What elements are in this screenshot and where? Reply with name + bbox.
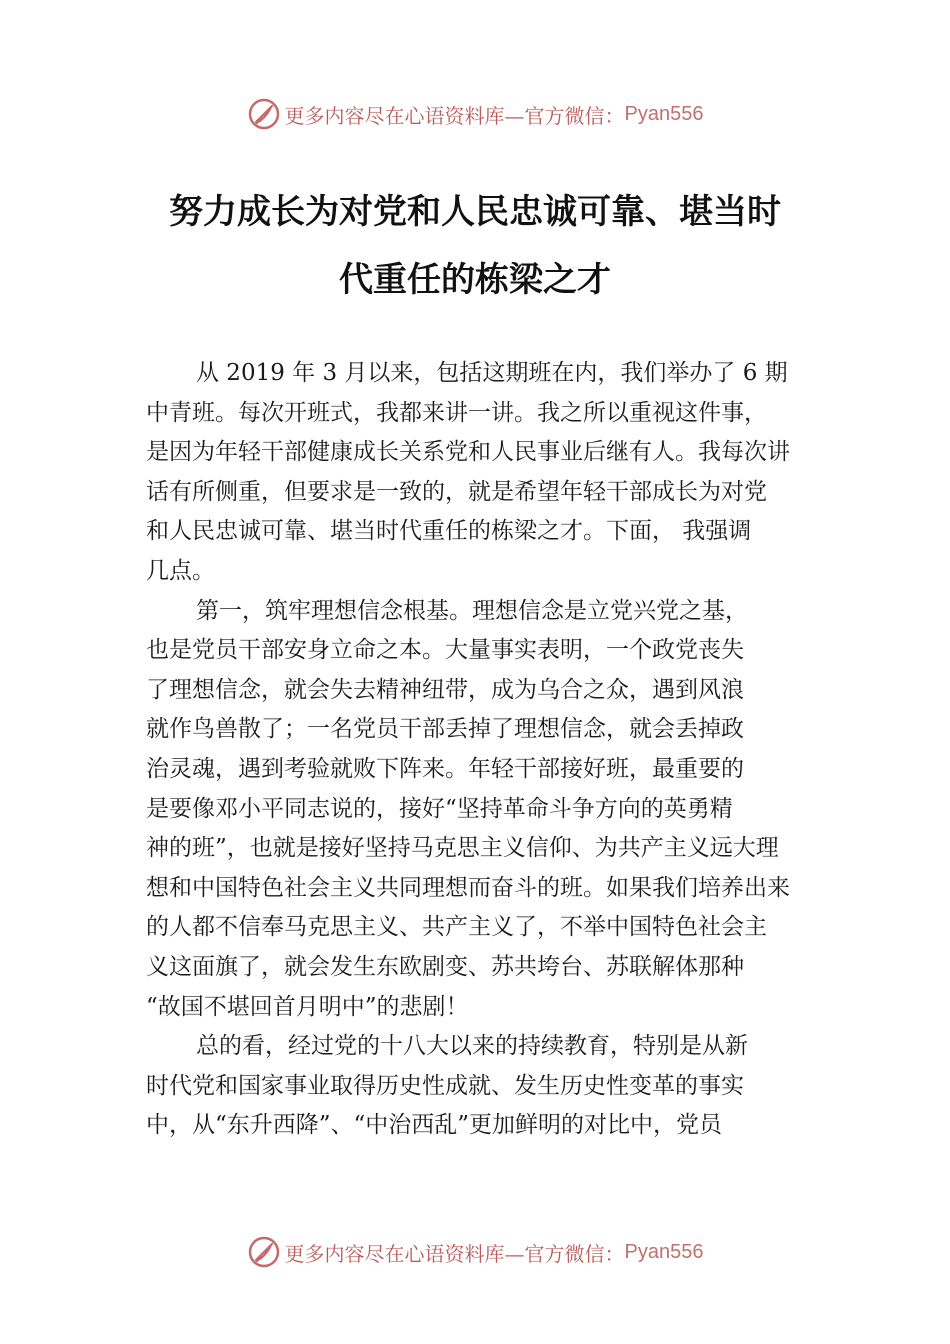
body-line: 中，从“东升西降”、“中治西乱”更加鲜明的对比中，党员 — [146, 1112, 723, 1139]
body-line: 了理想信念，就会失去精神纽带，成为乌合之众，遇到风浪 — [146, 676, 744, 703]
body-line: 是因为年轻干部健康成长关系党和人民事业后继有人。我每次讲 — [146, 439, 790, 466]
body-line: 就作鸟兽散了；一名党员干部丢掉了理想信念，就会丢掉政 — [146, 716, 744, 743]
quill-logo-icon — [247, 1235, 281, 1269]
body-line: 是要像邓小平同志说的，接好“坚持革命斗争方向的英勇精 — [146, 795, 733, 822]
watermark-brand: 更多内容尽在心语资料库—官方微信： — [284, 103, 625, 128]
body-line: 时代党和国家事业取得历史性成就、发生历史性变革的事实 — [146, 1072, 744, 1099]
watermark-wechat-id: Pyan556 — [624, 102, 704, 125]
body-line: 话有所侧重，但要求是一致的，就是希望年轻干部成长为对党 — [146, 478, 767, 505]
body-line: “故国不堪回首月明中”的悲剧！ — [146, 993, 469, 1020]
body-line: 神的班”，也就是接好坚持马克思主义信仰、为共产主义远大理 — [146, 835, 779, 862]
title-line: 努力成长为对党和人民忠诚可靠、堪当时 — [169, 192, 781, 232]
title-line: 代重任的栋梁之才 — [339, 260, 611, 300]
body-line: 总的看，经过党的十八大以来的持续教育，特别是从新 — [196, 1033, 748, 1060]
document-body — [146, 354, 836, 1146]
body-line: 中青班。每次开班式，我都来讲一讲。我之所以重视这件事， — [146, 399, 767, 426]
watermark-wechat-id: Pyan556 — [624, 1240, 704, 1263]
body-line: 第一，筑牢理想信念根基。理想信念是立党兴党之基， — [196, 597, 748, 624]
watermark-header — [0, 94, 950, 134]
body-line: 想和中国特色社会主义共同理想而奋斗的班。如果我们培养出来 — [146, 874, 790, 901]
watermark-brand: 更多内容尽在心语资料库—官方微信： — [284, 1241, 625, 1266]
body-line: 从 2019 年 3 月以来，包括这期班在内，我们举办了 6 期 — [196, 360, 788, 386]
quill-logo-icon — [247, 97, 281, 131]
body-line: 治灵魂，遇到考验就败下阵来。年轻干部接好班，最重要的 — [146, 755, 744, 782]
body-line: 的人都不信奉马克思主义、共产主义了，不举中国特色社会主 — [146, 914, 767, 941]
body-line: 和人民忠诚可靠、堪当时代重任的栋梁之才。下面， 我强调 — [146, 518, 752, 545]
body-line: 义这面旗了，就会发生东欧剧变、苏共垮台、苏联解体那种 — [146, 953, 744, 980]
document-title — [120, 178, 830, 314]
watermark-footer — [0, 1232, 950, 1272]
body-line: 几点。 — [146, 557, 215, 584]
body-line: 也是党员干部安身立命之本。大量事实表明，一个政党丧失 — [146, 637, 744, 664]
